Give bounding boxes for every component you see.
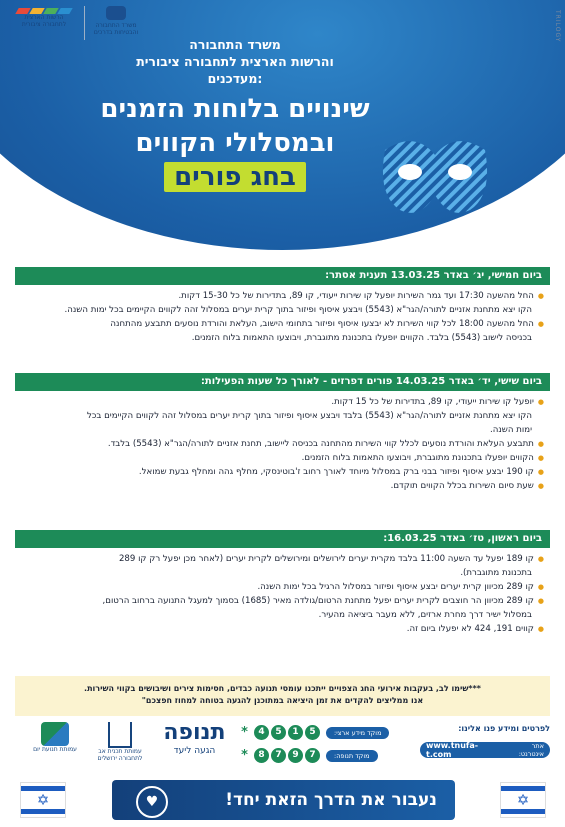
moving-logo <box>25 722 85 766</box>
notice-line-2: אנו ממליצים להקדים את זמן היציאה במתוכנן להגעה בטוחה למחוז חפצכם" <box>141 696 424 705</box>
section-thursday <box>15 267 550 345</box>
ministry-emblem-icon <box>106 6 126 20</box>
website-link[interactable] <box>420 742 550 758</box>
list-item: בכניסה לישוב (5543) בלבד. הקווים יופעלו בתכנונת מתוגברת, ויבוצעו התאמות בלוח הזמנים. <box>191 333 532 343</box>
list-item: ● הקווים יופעלו בתכנונת מתוגברת, ויבוצעו התאמות בלוח הזמנים. <box>21 451 544 465</box>
israel-flag-icon: ✡ <box>500 782 546 818</box>
list-item: ● שעת סיום השירות בכלל הקווים תוקדם. <box>21 479 544 493</box>
headline-line-3: בחג פורים <box>164 162 306 192</box>
phone-digit: 1 <box>288 725 303 740</box>
jerusalem-transport-logo <box>95 722 145 766</box>
phone-numbers <box>237 722 417 768</box>
hero-header <box>0 0 565 262</box>
moving-logo-icon <box>41 722 69 746</box>
moving-logo-text: עמותת תנועת יום <box>33 746 77 753</box>
list-item: ● קווים 191, 424 לא יפעלו ביום זה. <box>21 622 544 636</box>
phone-digit: 7 <box>305 748 320 763</box>
contact-block <box>420 722 550 758</box>
agency-credit: TRILOGY <box>554 10 561 43</box>
website-url: www.tnufa-t.com <box>426 741 479 759</box>
phone-row-national <box>237 722 417 743</box>
traffic-notice <box>15 676 550 716</box>
headline-line-1: שינויים בלוחות הזמנים <box>100 94 370 124</box>
section-title: ביום שישי, יד׳ באדר 14.03.25 פורים דפרזים - לאורך כל שעות הפעילות: <box>15 373 550 391</box>
section-friday <box>15 373 550 493</box>
list-item: ● קו 190 יבצע איסוף ופיזור בבני ברק במסלול מיוחד לאורך רחוב ז'בוטינסקי, מחלף גהה ומחלף גבעת שמואל. <box>21 465 544 479</box>
ministry-intro <box>90 36 380 87</box>
section-title: ביום חמישי, יג׳ באדר 13.03.25 תענית אסתר: <box>15 267 550 285</box>
list-item: ימות השנה. <box>490 425 532 435</box>
ministry-logo-text: משרד התחבורה והבטיחות בדרכים <box>93 22 139 36</box>
phone-digit: 7 <box>271 748 286 763</box>
slogan-text: נעבור את הדרך הזאת יחד! <box>225 790 437 810</box>
phone-digit: * <box>241 725 248 740</box>
website-label: אתר אינטרנט: <box>518 742 544 758</box>
footer-info <box>15 720 550 768</box>
phone-digit: * <box>241 748 248 763</box>
jerusalem-transport-logo-text: עמותת תכנית אב לתחבורה ירושלים <box>97 748 143 762</box>
authority-logo <box>12 8 76 40</box>
ministry-line-2: והרשות הארצית לתחבורה ציבורית <box>136 54 334 69</box>
list-item: ● יופעל קו שירות ייעודי, קו 89, בתדירות של כל 15 דקות. <box>21 395 544 409</box>
purim-mask-icon <box>375 110 495 235</box>
tnufa-subtitle: הגעה ליעד <box>173 746 216 756</box>
list-item: ● תתבצע העלאת והורדת נוסעים לכלל קווי השירות מהתחנה בכניסה ליישוב, תחנת אזניים לתורה/הגר"א (5543) בלבד. <box>21 437 544 451</box>
phone-label: מוקד מידע ארצי: <box>326 727 389 739</box>
israel-flag-icon: ✡ <box>20 782 66 818</box>
list-item: ● קו 289 מכיוון קרית יערים יבצע איסוף ופיזור במסלול הרגיל בכל ימות השנה. <box>21 580 544 594</box>
phone-digit: 8 <box>254 748 269 763</box>
notice-line-1: ***שימו לב, בעקבות אירועי החג הצפויים ייתכנו עומסי תנועה כבדים, חסימות צירים ושיבושים בקווי השירות. <box>84 684 481 693</box>
list-item: הקו יצא מתחנת אזניים לתורה/הגר"א (5543) בלבד ויבצע איסוף ופיזור בתוך קרית יערים במסלול זהה לקווים הקיימים בכל <box>86 411 532 421</box>
ministry-line-3: מעדכנים: <box>207 71 263 86</box>
list-item: במסלול ישיר דרך מחרת ארזים, ללא מעבר ביציאה מהעיר. <box>318 610 532 620</box>
list-item: ● קו 289 מכיוון הר חוצבים לקרית יערים יפעל מתחנת הרטום/גולדה מאיר (1685) בסמוך למעגל התנועה ברחוב הרטום, <box>21 594 544 608</box>
phone-digit: 4 <box>254 725 269 740</box>
section-title: ביום ראשון, טז׳ באדר 16.03.25: <box>15 530 550 548</box>
phone-digit: 9 <box>288 748 303 763</box>
phone-label: מוקד תנופה: <box>326 750 378 762</box>
phone-row-tnufa <box>237 745 417 766</box>
bottom-banner <box>0 774 565 827</box>
list-item: בתכנונת מתוגברת). <box>460 568 532 578</box>
authority-logo-text: הרשות הארצית לתחבורה ציבורית <box>21 14 67 28</box>
contact-title: לפרטים ומידע פנו אלינו: <box>458 724 550 733</box>
heart-hands-icon: ♥ <box>136 786 168 818</box>
headline <box>60 92 410 194</box>
list-item: הקו יצא מתחנת אזניים לתורה/הגר"א (5543) ויבצע איסוף ופיזור בתוך קרית יערים במסלול זהה לקווים הקיימים בכל ימות השנה. <box>64 305 532 315</box>
list-item: ● קו 189 יפעל עד השעה 11:00 בלבד מקרית יערים לירושלים ומירושלים לקרית יערים (לאחר מכן יפעל רק קו 289 <box>21 552 544 566</box>
slogan-band <box>112 780 455 820</box>
tnufa-title: תנופה <box>163 720 226 745</box>
headline-line-2: ובמסלולי הקווים <box>135 128 335 158</box>
list-item: ● החל מהשעה 17:30 ועד גמר השירות יופעל קו שירות ייעודי, קו 89, בתדירות של כל 15-30 דקות. <box>21 289 544 303</box>
section-sunday <box>15 530 550 636</box>
ministry-line-1: משרד התחבורה <box>189 37 281 52</box>
road-icon <box>108 722 132 748</box>
phone-digit: 5 <box>271 725 286 740</box>
list-item: ● החל מהשעה 18:00 לכל קווי השירות לא יבצעו איסוף ופיזור בתחומי הישוב, העלאת והורדת נוסעים תתבצע מהתחנה <box>21 317 544 331</box>
phone-digit: 5 <box>305 725 320 740</box>
tnufa-logo <box>157 720 232 756</box>
